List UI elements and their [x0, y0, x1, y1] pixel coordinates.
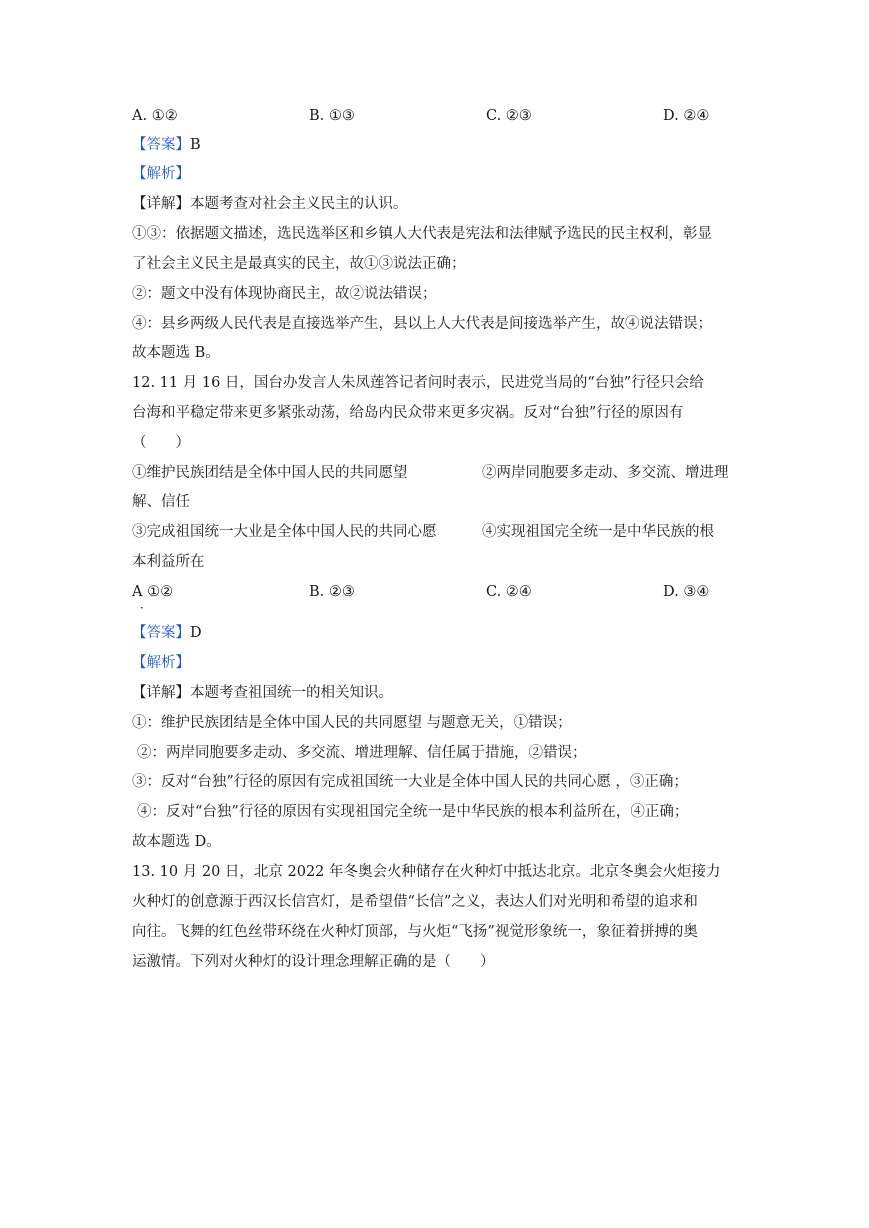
q12-detail-line: 【详解】本题考查祖国统一的相关知识。 — [132, 685, 393, 701]
q12-stem-line: 12. 11 月 16 日，国台办发言人朱凤莲答记者问时表示，民进党当局的“台独”行径只会给 — [132, 375, 704, 391]
q12-option-c: C. ②④ — [486, 584, 532, 600]
q11-option-b: B. ①③ — [309, 108, 355, 124]
q11-option-c: C. ②③ — [486, 108, 532, 124]
q13-stem-line: 向往。飞舞的红色丝带环绕在火种灯顶部，与火炬“飞扬”视觉形象统一，象征着拼搏的奥 — [132, 924, 698, 940]
q12-stem-line: （ ） — [132, 435, 190, 451]
q13-stem-line: 运激情。下列对火种灯的设计理念理解正确的是（ ） — [132, 954, 495, 970]
q12-statement-2: ②两岸同胞要多走动、多交流、增进理 — [482, 465, 729, 481]
answer-tag: 【答案】 — [132, 137, 190, 153]
answer-value: B — [190, 137, 201, 153]
q12-statement-4: ④实现祖国完全统一是中华民族的根 — [482, 524, 714, 540]
q12-statement-4-cont: 本利益所在 — [132, 554, 205, 570]
q12-statement-1: ①维护民族团结是全体中国人民的共同愿望 — [132, 465, 408, 481]
q11-option-a: A. ①② — [132, 108, 178, 124]
q12-detail-line: ④：反对“台独”行径的原因有实现祖国完全统一是中华民族的根本利益所在，④正确； — [137, 804, 689, 820]
q12-option-b: B. ②③ — [309, 584, 355, 600]
q11-analysis-tag: 【解析】 — [132, 166, 190, 182]
q11-detail-line: ①③：依据题文描述，选民选举区和乡镇人大代表是宪法和法律赋予选民的民主权利，彰显 — [132, 226, 712, 242]
q12-statement-2-cont: 解、信任 — [132, 494, 190, 510]
q12-analysis-tag: 【解析】 — [132, 655, 190, 671]
q12-detail-line: 故本题选 D。 — [132, 834, 221, 850]
q12-detail-line: ②：两岸同胞要多走动、多交流、增进理解、信任属于措施，②错误； — [137, 745, 587, 761]
q12-detail-line: ①：维护民族团结是全体中国人民的共同愿望 与题意无关，①错误； — [132, 715, 572, 731]
answer-tag: 【答案】 — [132, 625, 190, 641]
q11-option-d: D. ②④ — [663, 108, 710, 124]
q13-stem-line: 火种灯的创意源于西汉长信宫灯，是希望借“长信”之义，表达人们对光明和希望的追求和 — [132, 894, 698, 910]
q12-option-dot: ． — [140, 597, 153, 611]
q11-detail-line: ④：县乡两级人民代表是直接选举产生，县以上人大代表是间接选举产生，故④说法错误； — [132, 316, 712, 332]
q11-detail-line: 故本题选 B。 — [132, 345, 220, 361]
q12-option-d: D. ③④ — [663, 584, 710, 600]
q11-detail-line: ②：题文中没有体现协商民主，故②说法错误； — [132, 286, 437, 302]
q11-detail-line: 【详解】本题考查对社会主义民主的认识。 — [132, 196, 408, 212]
q11-detail-line: 了社会主义民主是最真实的民主，故①③说法正确； — [132, 256, 466, 272]
q12-option-a: A ①② — [132, 584, 174, 600]
q13-stem-line: 13. 10 月 20 日，北京 2022 年冬奥会火种储存在火种灯中抵达北京。北京冬奥会火炬接力 — [132, 864, 721, 880]
q12-stem-line: 台海和平稳定带来更多紧张动荡，给岛内民众带来更多灾祸。反对“台独”行径的原因有 — [132, 405, 684, 421]
q11-answer — [132, 135, 201, 155]
q12-answer — [132, 623, 202, 643]
q12-detail-line: ③：反对“台独”行径的原因有完成祖国统一大业是全体中国人民的共同心愿 ，③正确； — [132, 774, 688, 790]
answer-value: D — [190, 625, 202, 641]
q12-statement-3: ③完成祖国统一大业是全体中国人民的共同心愿 — [132, 524, 437, 540]
